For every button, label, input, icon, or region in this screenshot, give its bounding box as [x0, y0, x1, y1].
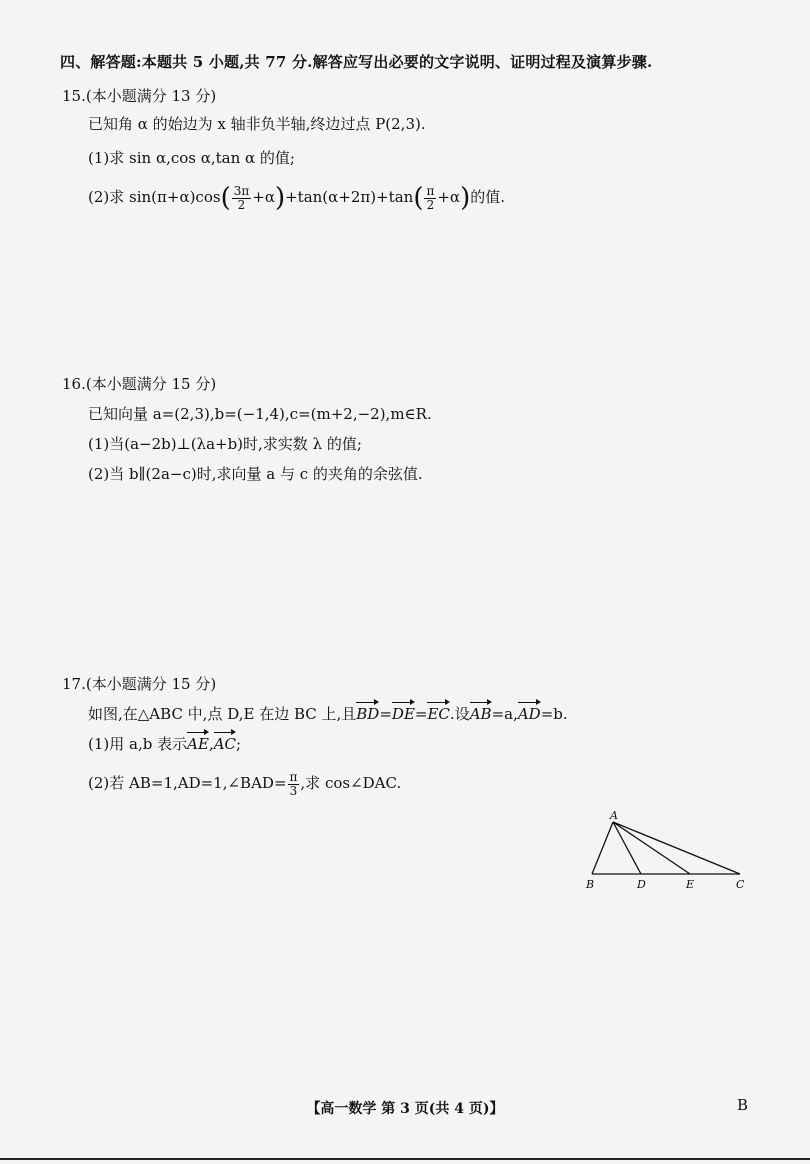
page-footer: 【高一数学 第 3 页(共 4 页)】 — [306, 1101, 504, 1117]
vector-bd: BD — [356, 705, 380, 723]
q17-part2-pre: (2)若 AB=1,AD=1,∠BAD= — [88, 774, 287, 792]
q15-part2-post: 的值. — [470, 188, 505, 206]
equals-sign: = — [414, 705, 428, 723]
segment-ac — [613, 822, 740, 874]
q17-part2-post: ,求 cos∠DAC. — [300, 774, 402, 792]
q15-stem: 已知角 α 的始边为 x 轴非负半轴,终边过点 P(2,3). — [88, 115, 426, 133]
q16-stem: 已知向量 a=(2,3),b=(−1,4),c=(m+2,−2),m∈R. — [88, 405, 432, 423]
vector-ec: EC — [427, 705, 450, 723]
q15-part2-pre: (2)求 sin(π+α)cos — [88, 188, 221, 206]
q15-head: 15.(本小题满分 13 分) — [62, 87, 217, 105]
segment-ab — [592, 822, 613, 874]
vector-ad: AD — [517, 705, 541, 723]
fraction-numerator: π — [289, 769, 298, 784]
q17-part1-post: ; — [236, 735, 242, 753]
right-paren: ) — [274, 183, 286, 213]
vector-ae: AE — [187, 735, 209, 753]
comma: , — [208, 735, 214, 753]
vector-de: DE — [391, 705, 415, 723]
fraction-denominator: 2 — [237, 197, 246, 212]
q17-stem-mid: .设 — [449, 705, 470, 723]
segment-ad — [613, 822, 641, 874]
fraction-pi-over-3 — [288, 771, 300, 798]
q17-stem — [88, 704, 568, 724]
q17-stem-mid2: =a, — [491, 705, 518, 723]
q16-head: 16.(本小题满分 15 分) — [62, 375, 217, 393]
q15-part2 — [88, 180, 505, 215]
q17-part1-pre: (1)用 a,b 表示 — [88, 735, 188, 753]
paper-version-mark: B — [737, 1096, 749, 1114]
label-e: E — [686, 878, 695, 891]
q16-part1: (1)当(a−2b)⊥(λa+b)时,求实数 λ 的值; — [88, 435, 362, 453]
fraction-3pi-over-2 — [232, 185, 252, 212]
fraction-numerator: π — [426, 183, 435, 198]
vector-ac: AC — [213, 735, 236, 753]
q16-part2: (2)当 b∥(2a−c)时,求向量 a 与 c 的夹角的余弦值. — [88, 465, 423, 483]
left-paren: ( — [220, 183, 231, 213]
q17-part2 — [88, 766, 401, 800]
q17-stem-pre: 如图,在△ABC 中,点 D,E 在边 BC 上,且 — [88, 705, 357, 723]
label-a: A — [610, 810, 618, 822]
q15-part1: (1)求 sin α,cos α,tan α 的值; — [88, 149, 295, 167]
section-title: 四、解答题:本题共 5 小题,共 77 分.解答应写出必要的文字说明、证明过程及演算步骤. — [60, 53, 653, 71]
fraction-numerator: 3π — [233, 183, 250, 198]
left-paren: ( — [413, 183, 424, 213]
segment-ae — [613, 822, 690, 874]
fraction-denominator: 3 — [289, 783, 298, 798]
equals-sign: = — [379, 705, 392, 723]
q17-part1 — [88, 734, 241, 754]
label-c: C — [736, 878, 745, 891]
q15-part2-mid1: +α — [252, 188, 275, 206]
label-b: B — [586, 878, 595, 891]
fraction-pi-over-2 — [424, 185, 436, 212]
vector-ab: AB — [469, 705, 492, 723]
right-paren: ) — [460, 183, 471, 213]
q17-head: 17.(本小题满分 15 分) — [62, 675, 217, 693]
label-d: D — [637, 878, 646, 891]
bottom-rule — [0, 1158, 810, 1160]
q15-part2-mid2: +tan(α+2π)+tan — [285, 188, 414, 206]
fraction-denominator: 2 — [426, 197, 435, 212]
triangle-figure — [580, 810, 750, 892]
q15-part2-mid3: +α — [437, 188, 461, 206]
q17-stem-post: =b. — [540, 705, 568, 723]
